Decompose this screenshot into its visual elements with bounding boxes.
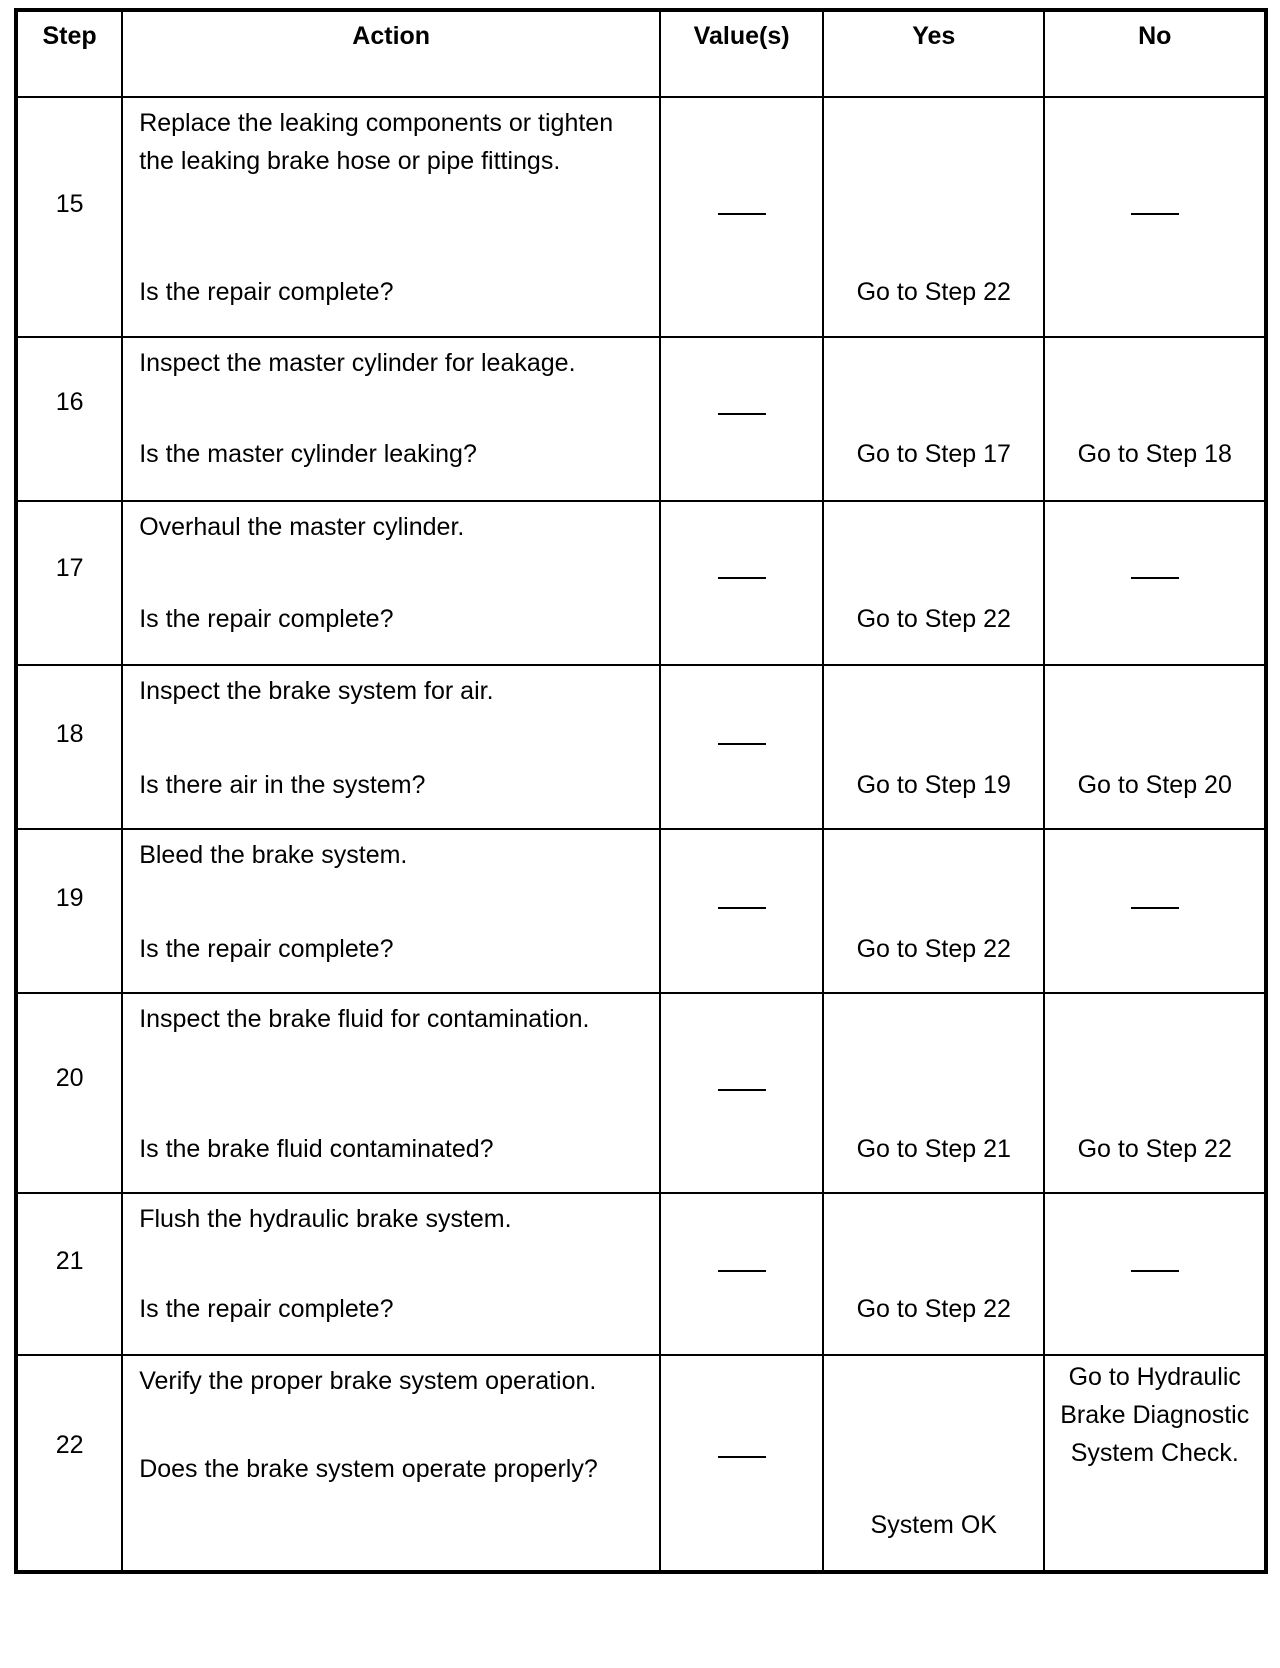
value-cell — [660, 337, 823, 501]
value-cell — [660, 993, 823, 1193]
value-dash — [718, 1089, 766, 1091]
step-number: 17 — [55, 554, 84, 582]
yes-cell — [823, 1355, 1044, 1572]
yes-cell — [823, 993, 1044, 1193]
yes-result: Go to Step 22 — [856, 935, 1011, 963]
action-question: Is the brake fluid contaminated? — [139, 1135, 494, 1163]
no-cell — [1044, 337, 1266, 501]
table-row — [16, 993, 1266, 1193]
yes-cell — [823, 97, 1044, 337]
value-cell — [660, 97, 823, 337]
step-number: 22 — [55, 1431, 84, 1459]
no-dash — [1131, 907, 1179, 909]
step-cell — [16, 501, 122, 665]
step-number: 21 — [55, 1247, 84, 1275]
no-dash — [1131, 1270, 1179, 1272]
no-cell — [1044, 501, 1266, 665]
step-number: 20 — [55, 1064, 84, 1092]
value-cell — [660, 665, 823, 829]
action-cell — [122, 993, 660, 1193]
yes-result: Go to Step 19 — [856, 771, 1011, 799]
value-dash — [718, 743, 766, 745]
action-question: Is the repair complete? — [139, 935, 394, 963]
action-cell — [122, 1193, 660, 1355]
no-cell — [1044, 1355, 1266, 1572]
step-number: 16 — [55, 388, 84, 416]
value-dash — [718, 577, 766, 579]
value-cell — [660, 501, 823, 665]
header-step: Step — [16, 10, 122, 97]
yes-cell — [823, 1193, 1044, 1355]
no-result: Go to Step 18 — [1077, 440, 1232, 468]
step-cell — [16, 993, 122, 1193]
no-dash — [1131, 577, 1179, 579]
header-values: Value(s) — [660, 10, 823, 97]
action-question: Is the repair complete? — [139, 1295, 394, 1323]
yes-result: System OK — [870, 1511, 997, 1539]
action-instruction: Replace the leaking components or tighten the leaking brake hose or pipe fittings. — [139, 109, 614, 175]
header-yes: Yes — [823, 10, 1044, 97]
table-row — [16, 97, 1266, 337]
value-dash — [718, 213, 766, 215]
action-cell — [122, 97, 660, 337]
no-cell — [1044, 993, 1266, 1193]
step-cell — [16, 829, 122, 993]
header-no: No — [1044, 10, 1266, 97]
no-result: Go to Step 22 — [1077, 1135, 1232, 1163]
header-action: Action — [122, 10, 660, 97]
table-row — [16, 665, 1266, 829]
action-instruction: Overhaul the master cylinder. — [139, 513, 465, 541]
yes-cell — [823, 337, 1044, 501]
no-cell — [1044, 829, 1266, 993]
table-row — [16, 1355, 1266, 1572]
action-instruction: Verify the proper brake system operation. — [139, 1367, 597, 1395]
no-cell — [1044, 97, 1266, 337]
action-instruction: Bleed the brake system. — [139, 841, 408, 869]
action-question: Is there air in the system? — [139, 771, 426, 799]
action-cell — [122, 829, 660, 993]
value-dash — [718, 1270, 766, 1272]
action-question: Is the master cylinder leaking? — [139, 440, 477, 468]
yes-result: Go to Step 21 — [856, 1135, 1011, 1163]
table-row — [16, 1193, 1266, 1355]
no-cell — [1044, 1193, 1266, 1355]
action-cell — [122, 665, 660, 829]
no-dash — [1131, 213, 1179, 215]
table-row — [16, 337, 1266, 501]
value-dash — [718, 907, 766, 909]
value-cell — [660, 1193, 823, 1355]
no-result: Go to Hydraulic Brake Diagnostic System Check. — [1060, 1363, 1250, 1467]
step-number: 18 — [55, 720, 84, 748]
yes-result: Go to Step 17 — [856, 440, 1011, 468]
action-cell — [122, 501, 660, 665]
action-question: Is the repair complete? — [139, 278, 394, 306]
header-row — [16, 10, 1266, 97]
value-dash — [718, 413, 766, 415]
action-instruction: Inspect the brake fluid for contamination. — [139, 1005, 590, 1033]
yes-result: Go to Step 22 — [856, 1295, 1011, 1323]
yes-cell — [823, 829, 1044, 993]
yes-cell — [823, 665, 1044, 829]
step-cell — [16, 1193, 122, 1355]
yes-cell — [823, 501, 1044, 665]
action-instruction: Inspect the brake system for air. — [139, 677, 494, 705]
action-instruction: Flush the hydraulic brake system. — [139, 1205, 512, 1233]
step-number: 19 — [55, 884, 84, 912]
table-row — [16, 829, 1266, 993]
action-cell — [122, 1355, 660, 1572]
step-cell — [16, 337, 122, 501]
step-number: 15 — [55, 190, 84, 218]
action-cell — [122, 337, 660, 501]
yes-result: Go to Step 22 — [856, 605, 1011, 633]
diagnostic-table — [14, 8, 1268, 1574]
action-question: Does the brake system operate properly? — [139, 1455, 598, 1483]
action-question: Is the repair complete? — [139, 605, 394, 633]
value-cell — [660, 1355, 823, 1572]
yes-result: Go to Step 22 — [856, 278, 1011, 306]
no-cell — [1044, 665, 1266, 829]
step-cell — [16, 97, 122, 337]
table-body — [16, 97, 1266, 1572]
value-dash — [718, 1456, 766, 1458]
table-row — [16, 501, 1266, 665]
action-instruction: Inspect the master cylinder for leakage. — [139, 349, 576, 377]
step-cell — [16, 665, 122, 829]
value-cell — [660, 829, 823, 993]
step-cell — [16, 1355, 122, 1572]
no-result: Go to Step 20 — [1077, 771, 1232, 799]
